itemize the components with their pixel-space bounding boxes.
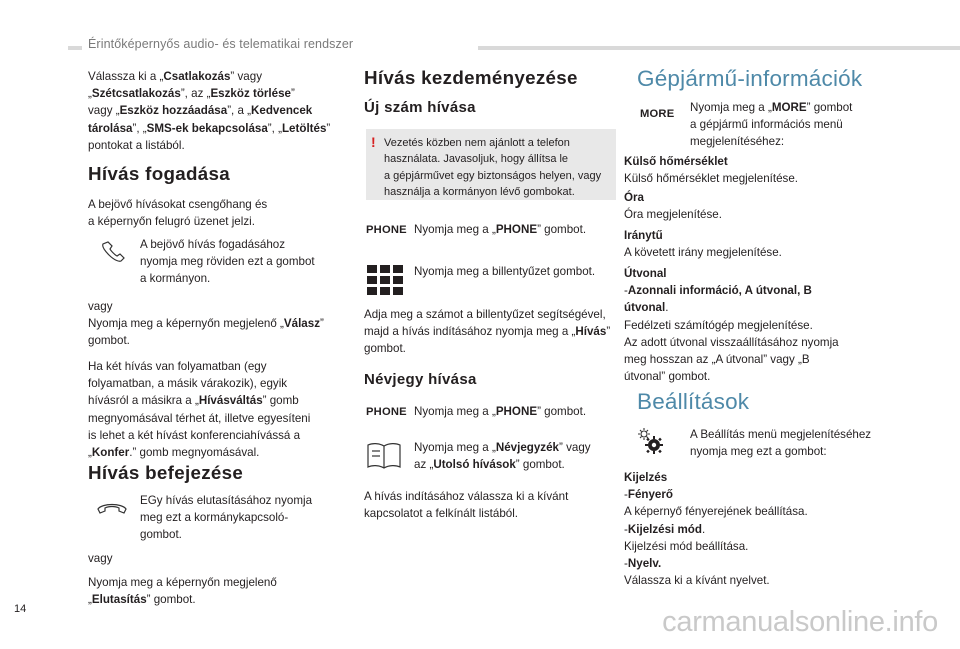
heading-hivas-befejezese: Hívás befejezése: [88, 462, 244, 483]
fogadas-icon-text: A bejövő hívás fogadásához nyomja meg röviden ezt a gombot a kormányon.: [140, 238, 315, 286]
warning-box: [366, 129, 616, 200]
warning-icon: !: [371, 134, 376, 150]
contacts-book-icon: [366, 440, 402, 470]
keypad-icon: [366, 264, 404, 296]
nevjegy-text: Nyomja meg a „Névjegyzék” vagy az „Utolsó hívások” gombot.: [414, 441, 591, 472]
uj-szam-paragraph: Adja meg a számot a billentyűzet segítségével, majd a hívás indításához nyomja meg a „Hívás” gombot.: [364, 308, 611, 356]
heading-nevjegy-hivasa: Névjegy hívása: [364, 371, 477, 388]
befejezes-paragraph-1: vagy: [88, 552, 113, 565]
befejezes-icon-text: EGy hívás elutasításához nyomja meg ezt a kormánykapcsoló- gombot.: [140, 494, 313, 542]
page-number: 14: [14, 603, 27, 615]
watermark: carmanualsonline.info: [662, 606, 938, 638]
warning-text: Vezetés közben nem ajánlott a telefon használata. Javasoljuk, hogy állítsa le a gépjárművet egy biztonságos helyen, vagy használja a kormányon lévő gombokat.: [384, 137, 602, 199]
more-text: Nyomja meg a „MORE” gombot a gépjármű információs menü megjelenítéséhez:: [690, 101, 853, 149]
more-button-icon: MORE: [640, 108, 675, 120]
heading-hivas-kezdemenyezese: Hívás kezdeményezése: [364, 67, 578, 88]
settings-gear-icon: [636, 425, 664, 455]
info-item-kulso-homerseklet: Külső hőmérséklet Külső hőmérséklet megjelenítése.: [624, 155, 798, 186]
intro-paragraph: Válassza ki a „Csatlakozás” vagy „Szétcsatlakozás”, az „Eszköz törlése” vagy „Eszköz hozzáadása”, a „Kedvencek tárolása”, „SMS-ek bekapcsolása”, „Letöltés” pontokat a listából.: [88, 70, 331, 152]
phone-hangup-icon: [96, 500, 128, 516]
phone-text: Nyomja meg a „PHONE” gombot.: [414, 223, 587, 236]
fogadas-paragraph-2: vagy Nyomja meg a képernyőn megjelenő „Válasz” gombot.: [88, 300, 324, 348]
info-item-iranytu: Iránytű A követett irány megjelenítése.: [624, 229, 782, 260]
phone-button-icon: PHONE: [366, 224, 407, 236]
heading-uj-szam-hivasa: Új szám hívása: [364, 99, 476, 116]
befejezes-paragraph-2: Nyomja meg a képernyőn megjelenő „Elutasítás” gombot.: [88, 576, 277, 607]
heading-gepjarmu-informaciok: Gépjármű-információk: [637, 66, 863, 91]
fogadas-paragraph-1: A bejövő hívásokat csengőhang és a képernyőn felugró üzenet jelzi.: [88, 198, 268, 229]
phone-text-2: Nyomja meg a „PHONE” gombot.: [414, 405, 587, 418]
header-bar-left: [68, 46, 82, 50]
phone-button-icon-2: PHONE: [366, 406, 407, 418]
page-header-title: Érintőképernyős audio- és telematikai rendszer: [88, 37, 354, 51]
info-item-ora: Óra Óra megjelenítése.: [624, 191, 722, 222]
heading-hivas-fogadasa: Hívás fogadása: [88, 163, 230, 184]
header-bar-right: [478, 46, 960, 50]
info-item-utvonal: Útvonal -Azonnali információ, A útvonal, B útvonal. Fedélzeti számítógép megjelenítése. Az adott útvonal visszaállításához nyomja meg hosszan az „A útvonal” vagy „B útvonal” gombot.: [624, 267, 839, 384]
phone-answer-icon: [100, 240, 128, 264]
kijelzes-section: Kijelzés -Fényerő A képernyő fényerejének beállítása. -Kijelzési mód. Kijelzési mód beállítása. -Nyelv. Válassza ki a kívánt nyelvet.: [624, 471, 808, 588]
heading-beallitasok: Beállítások: [637, 389, 750, 414]
nevjegy-paragraph: A hívás indításához válassza ki a kívánt kapcsolatot a felkínált listából.: [364, 490, 569, 521]
fogadas-paragraph-3: Ha két hívás van folyamatban (egy folyamatban, a másik várakozik), egyik hívásról a másikra a „Hívásváltás” gomb megnyomásával térhet át, illetve egyesíteni is lehet a két hívást konferenciahívássá a „Konfer.” gomb megnyomásával.: [88, 360, 311, 460]
settings-text: A Beállítás menü megjelenítéséhez nyomja meg ezt a gombot:: [690, 428, 872, 459]
keypad-text: Nyomja meg a billentyűzet gombot.: [414, 265, 596, 278]
